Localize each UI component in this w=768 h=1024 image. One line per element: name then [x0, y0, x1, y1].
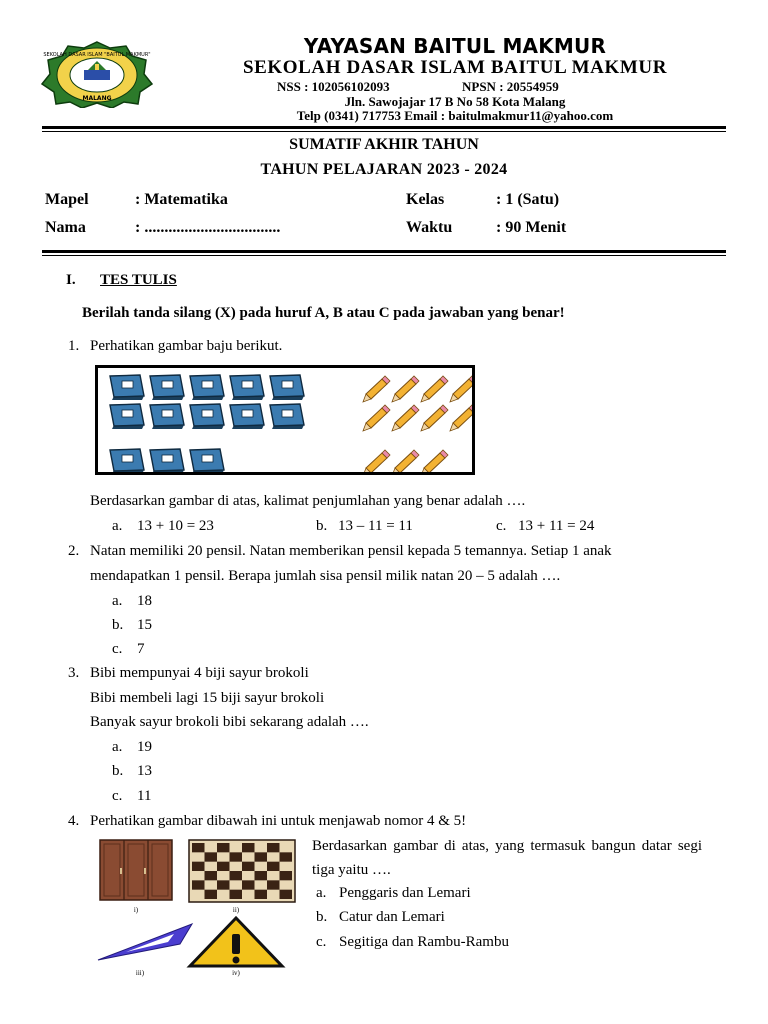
q3-option-a-label[interactable]: a.: [112, 739, 123, 755]
nss-number: NSS : 102056102093: [277, 79, 390, 94]
book-icon: [110, 404, 144, 429]
header-divider-thin: [42, 131, 726, 132]
q4-option-b-label[interactable]: b.: [316, 909, 328, 925]
book-icon: [110, 449, 144, 472]
q1-text: Perhatikan gambar baju berikut.: [90, 338, 283, 354]
q2-option-c[interactable]: 7: [137, 641, 145, 657]
school-address: Jln. Sawojajar 17 B No 58 Kota Malang: [344, 94, 566, 109]
pencil-icon: [363, 450, 390, 472]
label-i: i): [133, 906, 139, 914]
kelas-value: : 1 (Satu): [496, 191, 560, 208]
npsn-number: NPSN : 20554959: [462, 79, 559, 94]
q3-option-c[interactable]: 11: [137, 788, 152, 804]
q3-option-b-label[interactable]: b.: [112, 763, 124, 779]
header-divider-thick: [42, 126, 726, 129]
pencil-icon: [363, 405, 390, 431]
q3-option-c-label[interactable]: c.: [112, 788, 123, 804]
q3-option-b[interactable]: 13: [137, 763, 152, 779]
book-icon: [230, 375, 264, 400]
wardrobe-picture: [100, 840, 172, 900]
label-iii: iii): [135, 969, 145, 977]
book-icon: [110, 375, 144, 400]
book-icon: [270, 375, 304, 400]
q1-option-c-label[interactable]: c.: [496, 518, 507, 534]
nama-field[interactable]: : ..................................: [135, 219, 281, 236]
section-title: TES TULIS: [100, 272, 177, 288]
q3-number: 3.: [68, 665, 80, 681]
shapes-picture: [96, 836, 302, 978]
q4-option-a-label[interactable]: a.: [316, 885, 327, 901]
school-year: TAHUN PELAJARAN 2023 - 2024: [260, 161, 508, 178]
book-icon: [230, 404, 264, 429]
nama-label: Nama: [45, 219, 86, 236]
pencil-icon: [392, 376, 419, 402]
kelas-label: Kelas: [406, 191, 445, 208]
school-contact: Telp (0341) 717753 Email : baitulmakmur11@yahoo.com: [296, 108, 614, 123]
label-iv: iv): [232, 969, 240, 977]
q2-option-b[interactable]: 15: [137, 617, 152, 633]
pencil-icon: [450, 376, 472, 402]
triangle-ruler-picture: [98, 924, 192, 960]
q1-caption: Berdasarkan gambar di atas, kalimat penjumlahan yang benar adalah ….: [90, 493, 526, 509]
book-icon: [150, 449, 184, 472]
logo-bottom-text: MALANG: [82, 95, 112, 102]
q3-line2: Bibi membeli lagi 15 biji sayur brokoli: [90, 690, 325, 706]
book-icon: [270, 404, 304, 429]
pencil-icon: [392, 405, 419, 431]
q4-paragraph: Berdasarkan gambar di atas, yang termasuk bangun datar segi tiga yaitu ….: [312, 838, 702, 878]
q4-option-c-label[interactable]: c.: [316, 934, 327, 950]
book-icon: [190, 404, 224, 429]
waktu-value: : 90 Menit: [496, 219, 567, 236]
warning-sign-picture: [190, 918, 282, 966]
q1-option-c[interactable]: 13 + 11 = 24: [518, 518, 595, 534]
books-pencils-picture: [95, 365, 475, 475]
school-logo: [40, 40, 154, 108]
info-divider-thick: [42, 250, 726, 253]
q1-option-a-label[interactable]: a.: [112, 518, 123, 534]
exam-title: SUMATIF AKHIR TAHUN: [289, 136, 479, 153]
school-name: SEKOLAH DASAR ISLAM BAITUL MAKMUR: [242, 57, 668, 78]
book-icon: [150, 375, 184, 400]
q4-option-b[interactable]: Catur dan Lemari: [339, 909, 445, 925]
book-icon: [190, 375, 224, 400]
q2-option-a[interactable]: 18: [137, 593, 152, 609]
q1-option-b[interactable]: 13 – 11 = 11: [338, 518, 413, 534]
q2-line2: mendapatkan 1 pensil. Berapa jumlah sisa pensil milik natan 20 – 5 adalah ….: [90, 568, 561, 584]
q4-option-a[interactable]: Penggaris dan Lemari: [339, 885, 471, 901]
q4-option-c[interactable]: Segitiga dan Rambu-Rambu: [339, 934, 509, 950]
waktu-label: Waktu: [406, 219, 453, 236]
logo-top-text: SEKOLAH DASAR ISLAM "BAITUL MAKMUR": [43, 52, 151, 58]
q2-option-a-label[interactable]: a.: [112, 593, 123, 609]
chessboard-picture: [189, 840, 295, 902]
q3-option-a[interactable]: 19: [137, 739, 152, 755]
pencil-icon: [392, 450, 419, 472]
q1-option-b-label[interactable]: b.: [316, 518, 328, 534]
label-ii: ii): [232, 906, 240, 914]
books-pencils-svg: [98, 368, 472, 472]
foundation-name: YAYASAN BAITUL MAKMUR: [303, 34, 607, 58]
q2-number: 2.: [68, 543, 80, 559]
instruction: Berilah tanda silang (X) pada huruf A, B atau C pada jawaban yang benar!: [82, 305, 565, 321]
q3-line3: Banyak sayur brokoli bibi sekarang adalah ….: [90, 714, 369, 730]
q4-number: 4.: [68, 813, 80, 829]
q1-option-a[interactable]: 13 + 10 = 23: [137, 518, 214, 534]
q2-line1: Natan memiliki 20 pensil. Natan memberikan pensil kepada 5 temannya. Setiap 1 anak: [90, 543, 612, 559]
mapel-label: Mapel: [45, 191, 89, 208]
mapel-value: : Matematika: [135, 191, 228, 208]
q2-option-b-label[interactable]: b.: [112, 617, 124, 633]
pencil-icon: [421, 450, 448, 472]
info-divider-thin: [42, 255, 726, 256]
pencil-icon: [363, 376, 390, 402]
pencil-icon: [421, 376, 448, 402]
book-icon: [190, 449, 224, 472]
pencil-icon: [450, 405, 472, 431]
q2-option-c-label[interactable]: c.: [112, 641, 123, 657]
section-number: I.: [66, 272, 76, 288]
q4-text: Perhatikan gambar dibawah ini untuk menjawab nomor 4 & 5!: [90, 813, 467, 829]
pencil-icon: [421, 405, 448, 431]
book-icon: [150, 404, 184, 429]
q3-line1: Bibi mempunyai 4 biji sayur brokoli: [90, 665, 309, 681]
q1-number: 1.: [68, 338, 80, 354]
